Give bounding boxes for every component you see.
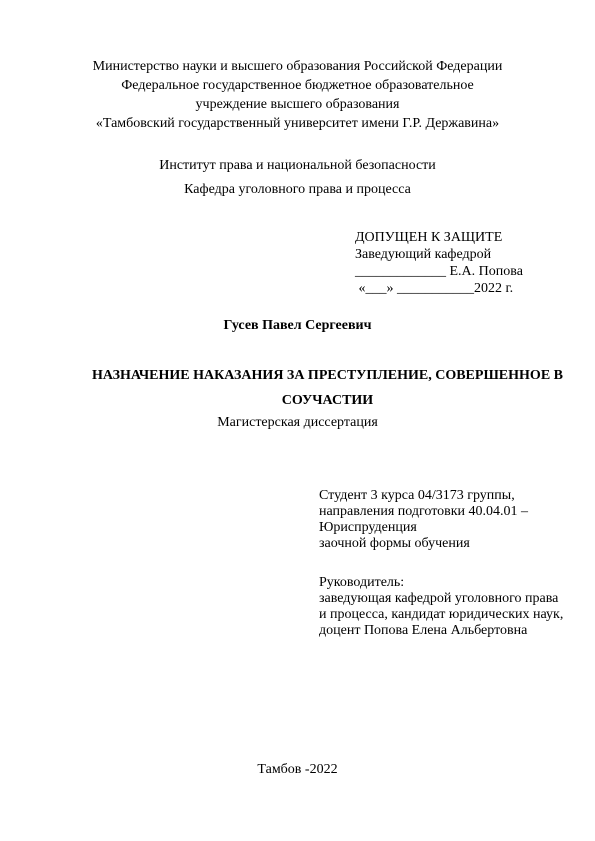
thesis-title-line: НАЗНАЧЕНИЕ НАКАЗАНИЯ ЗА ПРЕСТУПЛЕНИЕ, СОВЕРШЕННОЕ В xyxy=(91,368,563,383)
institute-name: Институт права и национальной безопасности xyxy=(159,158,436,173)
supervisor-block xyxy=(319,575,589,639)
supervisor-line: доцент Попова Елена Альбертовна xyxy=(319,623,528,638)
thesis-title xyxy=(60,363,595,413)
student-line: Юриспруденция xyxy=(319,520,417,535)
student-line: заочной формы обучения xyxy=(319,536,470,551)
admission-heading: ДОПУЩЕН К ЗАЩИТЕ xyxy=(355,230,503,245)
thesis-title-line: СОУЧАСТИИ xyxy=(281,393,374,408)
student-block xyxy=(319,488,579,552)
ministry-line: Федеральное государственное бюджетное образовательное xyxy=(121,78,474,93)
student-line: Студент 3 курса 04/3173 группы, xyxy=(319,488,515,503)
admission-signature: _____________ Е.А. Попова xyxy=(355,264,523,279)
author-name: Гусев Павел Сергеевич xyxy=(223,318,372,333)
city-year: Тамбов -2022 xyxy=(257,762,338,777)
ministry-header xyxy=(0,57,595,133)
university-name: «Тамбовский государственный университет имени Г.Р. Державина» xyxy=(95,116,500,131)
admission-date: «___» ___________2022 г. xyxy=(355,281,514,296)
admission-position: Заведующий кафедрой xyxy=(355,247,492,262)
thesis-type: Магистерская диссертация xyxy=(217,415,378,430)
ministry-line: учреждение высшего образования xyxy=(195,97,400,112)
supervisor-label: Руководитель: xyxy=(319,575,405,590)
student-line: направления подготовки 40.04.01 – xyxy=(319,504,529,519)
supervisor-line: и процесса, кандидат юридических наук, xyxy=(319,607,564,622)
admission-block xyxy=(355,229,590,297)
ministry-line: Министерство науки и высшего образования Российской Федерации xyxy=(92,59,503,74)
supervisor-line: заведующая кафедрой уголовного права xyxy=(319,591,559,606)
department-name: Кафедра уголовного права и процесса xyxy=(184,182,411,197)
